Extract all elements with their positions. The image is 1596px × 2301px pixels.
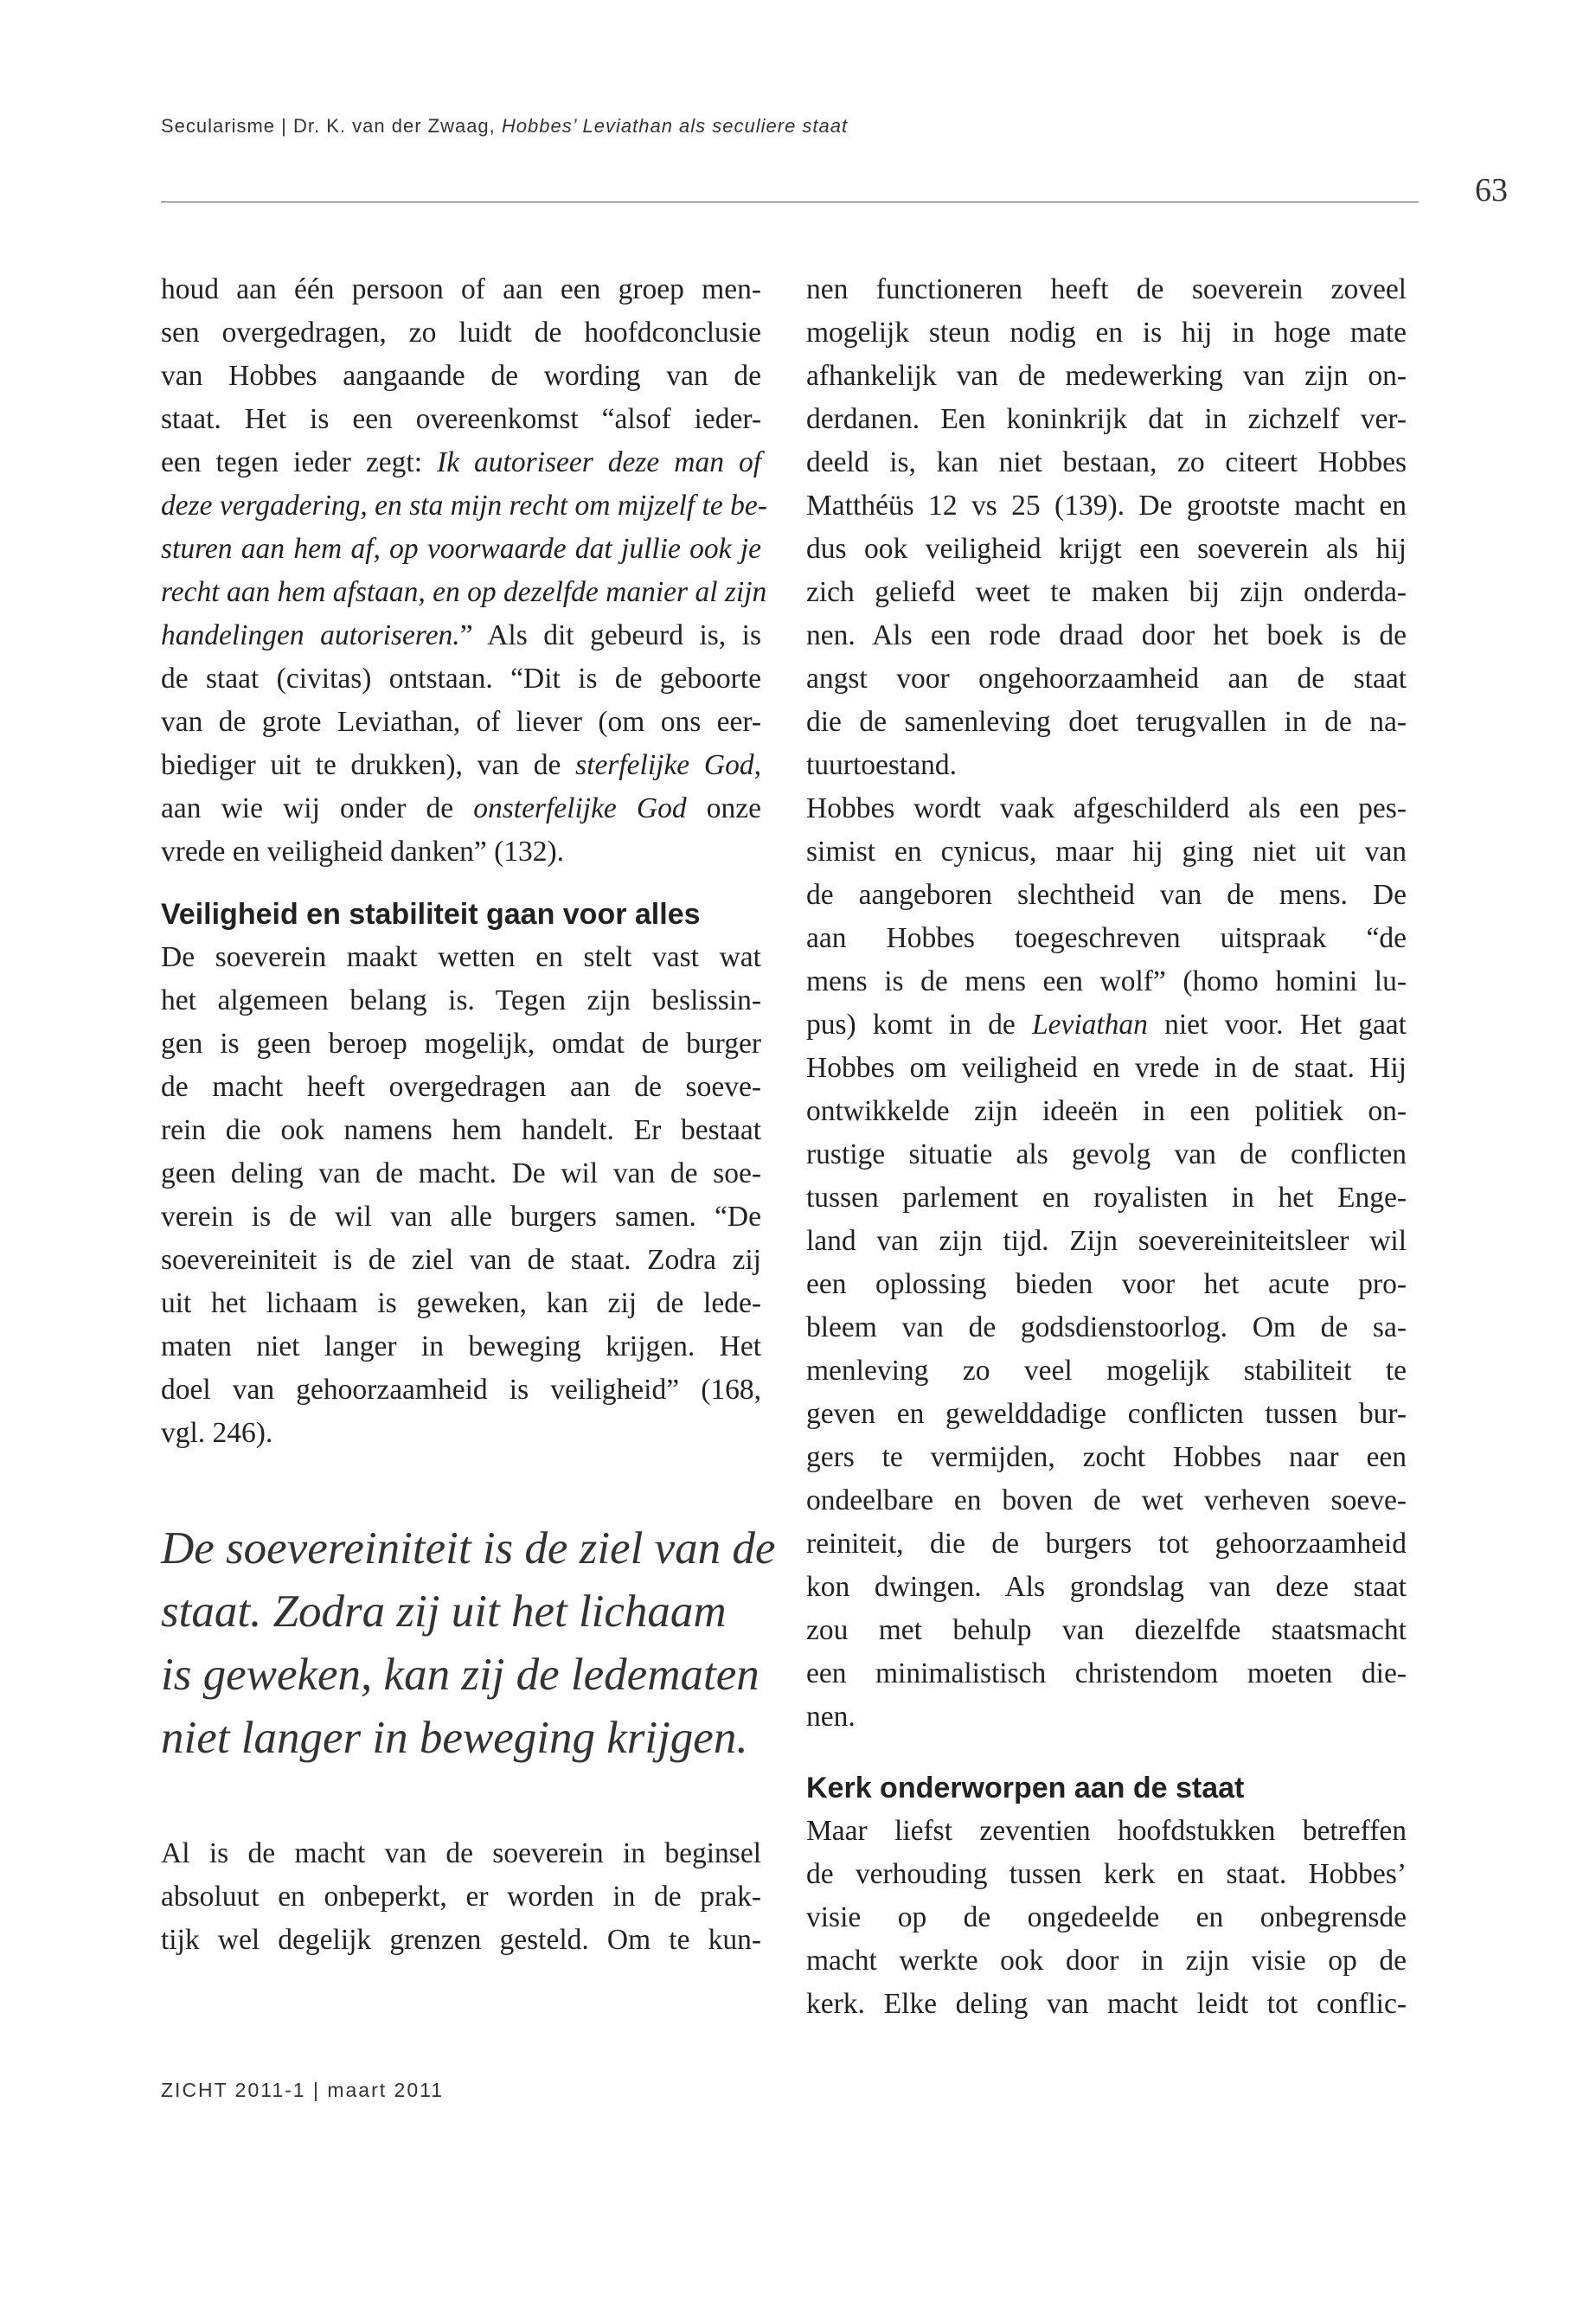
- text-line: uit het lichaam is geweken, kan zij de lede-: [161, 1287, 761, 1319]
- text-line: doel van gehoorzaamheid is veiligheid” (168,: [161, 1374, 761, 1406]
- text-line: angst voor ongehoorzaamheid aan de staat: [806, 663, 1407, 695]
- text-line: Al is de macht van de soeverein in beginsel: [161, 1837, 761, 1869]
- text-line: menleving zo veel mogelijk stabiliteit te: [806, 1355, 1407, 1387]
- text-line: nen.: [806, 1701, 856, 1733]
- text-span: onze: [686, 792, 762, 824]
- text-line: de aangeboren slechtheid van de mens. De: [806, 879, 1407, 911]
- text-line: staat. Het is een overeenkomst “alsof ieder-: [161, 403, 761, 435]
- text-line: Hobbes om veiligheid en vrede in de staat. Hij: [806, 1052, 1407, 1084]
- text-line: rustige situatie als gevolg van de conflicten: [806, 1138, 1407, 1170]
- text-line: zou met behulp van diezelfde staatsmacht: [806, 1614, 1407, 1646]
- italic-span: sterfelijke God: [575, 749, 754, 781]
- running-head: [161, 115, 848, 138]
- left-paragraph-1: [161, 268, 767, 874]
- text-line: die de samenleving doet terugvallen in de na-: [806, 706, 1407, 738]
- text-line: kon dwingen. Als grondslag van deze staat: [806, 1571, 1407, 1603]
- text-line: het algemeen belang is. Tegen zijn beslissin-: [161, 984, 761, 1016]
- text-line: de staat (civitas) ontstaan. “Dit is de geboorte: [161, 663, 761, 695]
- text-line: de verhouding tussen kerk en staat. Hobbes’: [806, 1858, 1407, 1890]
- text-span: een tegen ieder zegt:: [161, 446, 438, 478]
- text-line: ondeelbare en boven de wet verheven soeve-: [806, 1484, 1407, 1516]
- text-line: zich geliefd weet te maken bij zijn onderda-: [806, 576, 1407, 608]
- text-line: simist en cynicus, maar hij ging niet uit van: [806, 836, 1407, 868]
- footer-issue: ZICHT 2011-1 | maart 2011: [161, 2079, 444, 2101]
- section-heading-kerk: Kerk onderworpen aan de staat: [806, 1772, 1245, 1804]
- italic-span: onsterfelijke God: [473, 792, 687, 824]
- pull-quote-line: is geweken, kan zij de ledematen: [161, 1650, 760, 1700]
- left-column: [161, 268, 776, 1962]
- text-line: visie op de ongedeelde en onbegrensde: [806, 1901, 1407, 1933]
- text-line: reiniteit, die de burgers tot gehoorzaamheid: [806, 1528, 1407, 1560]
- text-line: [161, 744, 761, 787]
- text-line: aan Hobbes toegeschreven uitspraak “de: [806, 922, 1407, 954]
- text-line: maten niet langer in beweging krijgen. Het: [161, 1330, 761, 1362]
- running-head-section: Secularisme: [161, 115, 276, 137]
- text-line: mogelijk steun nodig en is hij in hoge mate: [806, 317, 1407, 349]
- text-line: dus ook veiligheid krijgt een soeverein als hij: [806, 533, 1407, 565]
- text-line: gers te vermijden, zocht Hobbes naar een: [806, 1441, 1407, 1473]
- text-line: Maar liefst zeventien hoofdstukken betreffen: [806, 1815, 1407, 1847]
- text-line: Hobbes wordt vaak afgeschilderd als een pes-: [806, 792, 1407, 824]
- text-line: vrede en veiligheid danken” (132).: [161, 836, 565, 868]
- pull-quote-line: staat. Zodra zij uit het lichaam: [161, 1586, 727, 1637]
- page-number: 63: [1475, 172, 1508, 208]
- right-column: [806, 268, 1407, 2026]
- text-line: derdanen. Een koninkrijk dat in zichzelf ver-: [806, 403, 1407, 435]
- text-line: tijk wel degelijk grenzen gesteld. Om te kun-: [161, 1924, 761, 1956]
- running-head-author: Dr. K. van der Zwaag,: [293, 115, 496, 137]
- text-line: nen functioneren heeft de soeverein zoveel: [806, 273, 1407, 305]
- text-line: mens is de mens een wolf” (homo homini lu-: [806, 965, 1407, 997]
- pull-quote-line: niet langer in beweging krijgen.: [161, 1713, 748, 1763]
- text-line: deeld is, kan niet bestaan, zo citeert Hobbes: [806, 446, 1407, 478]
- text-line: [161, 787, 761, 830]
- italic-span: Ik autoriseer deze man of: [437, 446, 762, 478]
- text-line: macht werkte ook door in zijn visie op de: [806, 1945, 1407, 1977]
- text-span: biediger uit te drukken), van de: [161, 749, 576, 781]
- text-span: ,: [753, 749, 761, 781]
- text-span: niet voor. Het gaat: [1147, 1009, 1407, 1041]
- text-line: sen overgedragen, zo luidt de hoofdconclusie: [161, 317, 761, 349]
- text-line: tussen parlement en royalisten in het Enge-: [806, 1182, 1407, 1214]
- text-line: verein is de wil van alle burgers samen. “De: [161, 1201, 761, 1233]
- text-span: pus) komt in de: [806, 1009, 1032, 1041]
- text-line: gen is geen beroep mogelijk, omdat de burger: [161, 1028, 761, 1060]
- text-line: absoluut en onbeperkt, er worden in de prak-: [161, 1881, 761, 1913]
- text-line: houd aan één persoon of aan een groep men-: [161, 273, 761, 305]
- section-heading-veiligheid: Veiligheid en stabiliteit gaan voor alles: [161, 898, 701, 931]
- left-paragraph-2: [161, 936, 761, 1455]
- text-line: [161, 614, 761, 657]
- text-line: nen. Als een rode draad door het boek is de: [806, 619, 1407, 651]
- text-line: een oplossing bieden voor het acute pro-: [806, 1268, 1407, 1300]
- text-line: een minimalistisch christendom moeten die-: [806, 1657, 1407, 1689]
- text-line: tuurtoestand.: [806, 749, 957, 781]
- text-line: bleem van de godsdienstoorlog. Om de sa-: [806, 1311, 1407, 1343]
- right-paragraph-3: [806, 1810, 1407, 2026]
- text-line: sturen aan hem af, op voorwaarde dat jullie ook je: [161, 533, 761, 565]
- running-head-title: Hobbes’ Leviathan als seculiere staat: [501, 115, 849, 137]
- text-span: ” Als dit gebeurd is, is: [459, 619, 761, 651]
- right-paragraph-1: [806, 268, 1407, 787]
- text-line: [161, 441, 761, 484]
- text-line: land van zijn tijd. Zijn soevereiniteitsleer wil: [806, 1225, 1407, 1257]
- text-line: kerk. Elke deling van macht leidt tot conflic-: [806, 1988, 1407, 2020]
- running-head-separator: |: [281, 115, 287, 137]
- text-line: geen deling van de macht. De wil van de soe-: [161, 1157, 761, 1189]
- left-paragraph-3: [161, 1832, 761, 1962]
- pull-quote: [161, 1517, 776, 1770]
- italic-span: handelingen autoriseren.: [161, 619, 460, 651]
- text-line: De soeverein maakt wetten en stelt vast wat: [161, 941, 761, 973]
- text-line: [806, 1003, 1407, 1047]
- pull-quote-line: De soevereiniteit is de ziel van de: [161, 1523, 776, 1574]
- text-line: afhankelijk van de medewerking van zijn on-: [806, 360, 1407, 392]
- text-line: geven en gewelddadige conflicten tussen bur-: [806, 1398, 1407, 1430]
- text-line: de macht heeft overgedragen aan de soeve-: [161, 1071, 761, 1103]
- text-line: Matthéüs 12 vs 25 (139). De grootste macht en: [806, 490, 1407, 522]
- italic-span: Leviathan: [1031, 1009, 1148, 1041]
- text-line: soevereiniteit is de ziel van de staat. Zodra zij: [161, 1244, 761, 1276]
- right-paragraph-2: [806, 787, 1407, 1739]
- text-span: aan wie wij onder de: [161, 792, 474, 824]
- text-line: deze vergadering, en sta mijn recht om mijzelf te be-: [161, 490, 767, 522]
- text-line: recht aan hem afstaan, en op dezelfde manier al zijn: [161, 576, 767, 608]
- text-line: van Hobbes aangaande de wording van de: [161, 360, 761, 392]
- text-line: ontwikkelde zijn ideeën in een politiek on-: [806, 1095, 1407, 1127]
- text-line: rein die ook namens hem handelt. Er bestaat: [161, 1114, 761, 1146]
- text-line: van de grote Leviathan, of liever (om ons eer-: [161, 706, 761, 738]
- text-line: vgl. 246).: [161, 1417, 273, 1449]
